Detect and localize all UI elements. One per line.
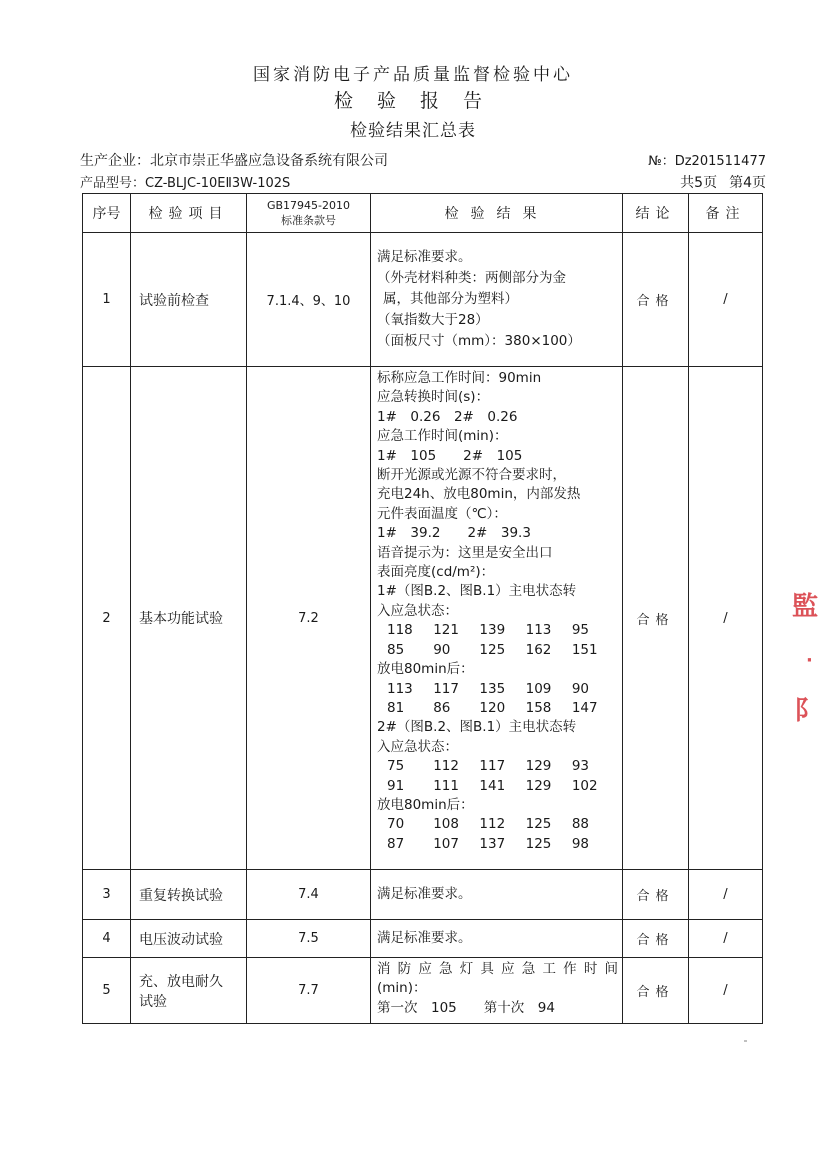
report-number: №：Dz201511477: [648, 154, 766, 169]
result-line: 入应急状态：: [377, 738, 458, 755]
luminance-value: 118: [387, 622, 413, 639]
result-line: （面板尺寸（mm）：380×100）: [377, 333, 581, 349]
company-line: [80, 150, 388, 170]
row-no: 3: [83, 870, 131, 920]
header-clause-std: GB17945-2010: [266, 199, 351, 212]
luminance-row: [377, 641, 618, 660]
header-item: 检验项目: [131, 194, 247, 233]
row-conclusion: 合格: [623, 367, 689, 870]
row-remark: /: [689, 958, 763, 1024]
luminance-value: 90: [433, 641, 451, 658]
row-result: [371, 233, 623, 367]
row-item: [131, 958, 247, 1024]
row-remark: /: [689, 870, 763, 920]
luminance-value: 87: [387, 835, 405, 852]
row-conclusion: 合格: [623, 920, 689, 958]
row-clause: 7.7: [247, 958, 371, 1024]
result-line: 满足标准要求。: [377, 249, 472, 265]
row-no: 1: [83, 233, 131, 367]
luminance-row: [377, 835, 618, 854]
luminance-value: 137: [479, 835, 506, 852]
luminance-value: 109: [525, 680, 552, 697]
result-line: 1#（图B.2、图B.1）主电状态转: [377, 583, 577, 600]
luminance-value: 135: [479, 680, 506, 697]
luminance-value: 93: [571, 758, 589, 775]
luminance-value: 113: [387, 680, 413, 697]
luminance-value: 125: [525, 816, 552, 833]
row-result: [371, 367, 623, 870]
result-line: 2#（图B.2、图B.1）主电状态转: [377, 719, 577, 736]
table-row: [83, 920, 763, 958]
table-row: [83, 367, 763, 870]
luminance-value: 70: [387, 816, 405, 833]
company-name: 北京市崇正华盛应急设备系统有限公司: [150, 153, 388, 169]
row-remark: /: [689, 920, 763, 958]
org-title: 国家消防电子产品质量监督检验中心: [253, 65, 573, 85]
result-line: （外壳材料种类：两侧部分为金: [377, 270, 566, 286]
result-line: 应急工作时间(min)：: [377, 428, 508, 445]
result-line: 应急转换时间(s)：: [377, 389, 490, 406]
red-seal-stamp: [786, 580, 826, 750]
table-header-row: [83, 194, 763, 233]
result-line: 入应急状态：: [377, 602, 458, 619]
row-item-line: 试验: [139, 993, 167, 1010]
result-line: 1# 39.2 2# 39.3: [377, 525, 531, 542]
report-title: 检验报告: [333, 90, 506, 112]
luminance-value: 85: [387, 641, 405, 658]
luminance-value: 90: [571, 680, 589, 697]
luminance-value: 75: [387, 758, 405, 775]
luminance-value: 117: [433, 680, 459, 697]
row-conclusion: 合格: [623, 870, 689, 920]
result-line: 属，其他部分为塑料）: [383, 291, 518, 307]
result-line: 断开光源或光源不符合要求时，: [377, 467, 566, 484]
luminance-value: 117: [479, 758, 506, 775]
row-clause: 7.5: [247, 920, 371, 958]
row-no: 2: [83, 367, 131, 870]
row-result: 满足标准要求。: [371, 870, 623, 920]
row-item: 电压波动试验: [131, 920, 247, 958]
luminance-value: 112: [433, 758, 459, 775]
model-line: [80, 172, 290, 191]
luminance-value: 129: [525, 777, 552, 794]
header-clause: [247, 194, 371, 233]
table-row: [83, 958, 763, 1024]
result-line: （氧指数大于28）: [377, 312, 489, 328]
luminance-value: 139: [479, 622, 506, 639]
luminance-value: 113: [525, 622, 552, 639]
luminance-value: 102: [571, 777, 598, 794]
result-line: 放电80min后：: [377, 661, 474, 678]
row-clause: 7.1.4、9、10: [247, 233, 371, 367]
result-line: 充电24h、放电80min，内部发热: [377, 486, 581, 503]
row-result: 满足标准要求。: [371, 920, 623, 958]
luminance-value: 95: [571, 622, 589, 639]
result-line: 表面亮度(cd/m²)：: [377, 564, 495, 581]
result-line: 放电80min后：: [377, 796, 474, 813]
row-item: 基本功能试验: [131, 367, 247, 870]
luminance-value: 112: [479, 816, 506, 833]
row-item: 重复转换试验: [131, 870, 247, 920]
table-row: [83, 870, 763, 920]
result-line: 元件表面温度（℃）：: [377, 505, 507, 522]
luminance-value: 158: [525, 699, 552, 716]
result-line: 标称应急工作时间：90min: [377, 370, 542, 386]
row-remark: /: [689, 367, 763, 870]
page-info: [668, 172, 766, 192]
row-result: [371, 958, 623, 1024]
luminance-value: 151: [571, 641, 598, 658]
model-number: CZ-BLJC-10EⅡ3W-102S: [145, 176, 291, 191]
stamp-char: ·: [806, 650, 813, 671]
luminance-value: 141: [479, 777, 506, 794]
result-line: 1# 105 2# 105: [377, 447, 523, 464]
luminance-value: 125: [525, 835, 552, 852]
table-row: [83, 233, 763, 367]
row-remark: /: [689, 233, 763, 367]
luminance-row: [377, 621, 618, 640]
row-no: 4: [83, 920, 131, 958]
luminance-row: [377, 757, 618, 776]
luminance-value: 108: [433, 816, 459, 833]
total-pages: 共5页: [680, 175, 718, 191]
luminance-value: 129: [525, 758, 552, 775]
report-subtitle: 检验结果汇总表: [350, 121, 476, 141]
luminance-value: 98: [571, 835, 589, 852]
scan-speck: [744, 1040, 747, 1042]
luminance-value: 125: [479, 641, 506, 658]
header-no: 序号: [83, 194, 131, 233]
result-line: (min)：: [377, 980, 427, 997]
luminance-value: 86: [433, 699, 451, 716]
luminance-value: 107: [433, 835, 459, 852]
luminance-value: 88: [571, 816, 589, 833]
header-result: 检验结果: [371, 194, 623, 233]
luminance-row: [377, 699, 618, 718]
header-remark: 备注: [689, 194, 763, 233]
company-label: 生产企业：: [80, 153, 150, 169]
luminance-row: [377, 680, 618, 699]
luminance-row: [377, 815, 618, 834]
luminance-row: [377, 777, 618, 796]
row-clause: 7.4: [247, 870, 371, 920]
luminance-value: 91: [387, 777, 405, 794]
luminance-value: 111: [433, 777, 459, 794]
row-item: 试验前检查: [131, 233, 247, 367]
luminance-value: 81: [387, 699, 405, 716]
header-clause-label: 标准条款号: [281, 214, 336, 227]
stamp-char: 監: [792, 592, 819, 622]
results-table: [82, 193, 763, 1024]
result-line: 1# 0.26 2# 0.26: [377, 408, 518, 425]
stamp-char: 阝: [794, 696, 821, 726]
luminance-value: 121: [433, 622, 459, 639]
row-no: 5: [83, 958, 131, 1024]
result-line: 消防应急灯具应急工作时间: [377, 961, 618, 977]
row-conclusion: 合格: [623, 233, 689, 367]
row-clause: 7.2: [247, 367, 371, 870]
page-number: 第4页: [729, 175, 766, 191]
luminance-value: 120: [479, 699, 506, 716]
header-conclusion: 结论: [623, 194, 689, 233]
result-line: 第一次 105 第十次 94: [377, 999, 555, 1016]
row-conclusion: 合格: [623, 958, 689, 1024]
model-label: 产品型号：: [80, 176, 146, 191]
luminance-value: 147: [571, 699, 598, 716]
row-item-line: 充、放电耐久: [139, 973, 223, 990]
luminance-value: 162: [525, 641, 552, 658]
result-line: 语音提示为：这里是安全出口: [377, 544, 553, 561]
